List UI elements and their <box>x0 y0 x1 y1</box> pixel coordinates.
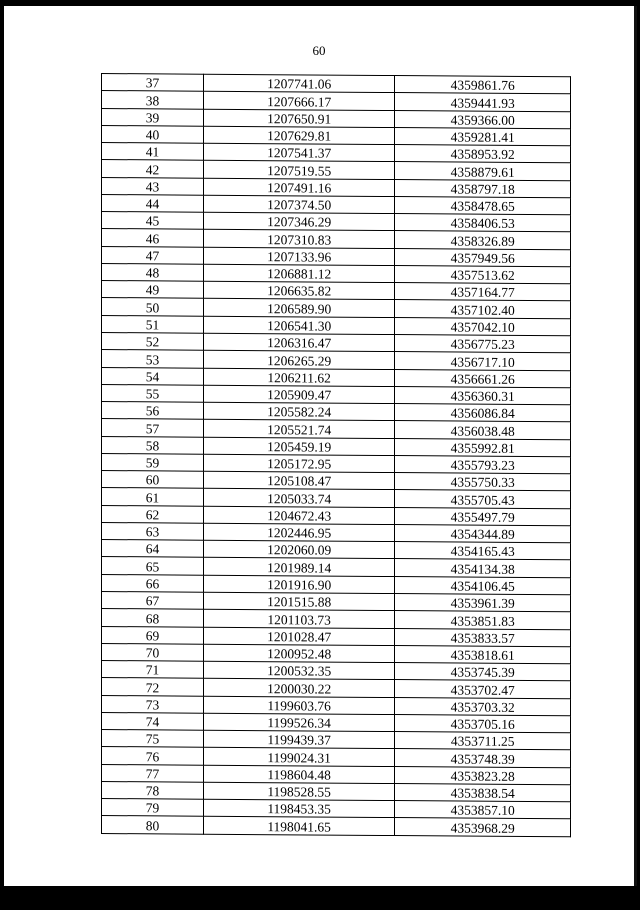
y-coordinate-cell: 4356717.10 <box>395 352 571 370</box>
x-coordinate-cell: 1202446.95 <box>203 523 394 542</box>
point-number-cell: 40 <box>102 125 204 143</box>
y-coordinate-cell: 4357042.10 <box>395 317 571 335</box>
point-number-cell: 41 <box>102 143 204 161</box>
y-coordinate-cell: 4358953.92 <box>395 145 571 163</box>
point-number-cell: 68 <box>102 609 204 627</box>
y-coordinate-cell: 4353702.47 <box>395 680 571 698</box>
point-number-cell: 80 <box>102 816 204 834</box>
y-coordinate-cell: 4358797.18 <box>395 179 571 197</box>
x-coordinate-cell: 1205108.47 <box>203 471 394 490</box>
x-coordinate-cell: 1206265.29 <box>203 350 394 369</box>
y-coordinate-cell: 4357513.62 <box>395 265 571 283</box>
x-coordinate-cell: 1205582.24 <box>203 402 394 421</box>
x-coordinate-cell: 1200952.48 <box>203 644 394 663</box>
x-coordinate-cell: 1200532.35 <box>203 661 394 680</box>
y-coordinate-cell: 4358879.61 <box>395 162 571 180</box>
point-number-cell: 50 <box>102 298 204 316</box>
x-coordinate-cell: 1206589.90 <box>203 299 394 318</box>
point-number-cell: 66 <box>102 574 204 592</box>
point-number-cell: 55 <box>102 384 204 402</box>
x-coordinate-cell: 1199024.31 <box>203 748 394 767</box>
y-coordinate-cell: 4355705.43 <box>395 490 571 508</box>
x-coordinate-cell: 1202060.09 <box>203 540 394 559</box>
x-coordinate-cell: 1199439.37 <box>203 730 394 749</box>
point-number-cell: 67 <box>102 591 204 609</box>
y-coordinate-cell: 4359281.41 <box>395 127 571 145</box>
y-coordinate-cell: 4356086.84 <box>395 404 571 422</box>
y-coordinate-cell: 4353748.39 <box>395 749 571 767</box>
y-coordinate-cell: 4357164.77 <box>395 283 571 301</box>
x-coordinate-cell: 1205909.47 <box>203 385 394 404</box>
y-coordinate-cell: 4359441.93 <box>395 93 571 111</box>
x-coordinate-cell: 1205172.95 <box>203 454 394 473</box>
point-number-cell: 73 <box>102 695 204 713</box>
y-coordinate-cell: 4355750.33 <box>395 473 571 491</box>
point-number-cell: 43 <box>102 177 204 195</box>
point-number-cell: 74 <box>102 712 204 730</box>
page-number: 60 <box>312 43 326 58</box>
x-coordinate-cell: 1207491.16 <box>203 178 394 197</box>
y-coordinate-cell: 4355992.81 <box>395 438 571 456</box>
point-number-cell: 39 <box>102 108 204 126</box>
x-coordinate-cell: 1207133.96 <box>203 247 394 266</box>
point-number-cell: 70 <box>102 643 204 661</box>
point-number-cell: 49 <box>102 281 204 299</box>
y-coordinate-cell: 4353851.83 <box>395 611 571 629</box>
x-coordinate-cell: 1207666.17 <box>203 91 394 110</box>
x-coordinate-cell: 1207541.37 <box>203 143 394 162</box>
point-number-cell: 38 <box>102 91 204 109</box>
y-coordinate-cell: 4353823.28 <box>395 766 571 784</box>
table-body <box>102 74 571 837</box>
x-coordinate-cell: 1198604.48 <box>203 765 394 784</box>
point-number-cell: 65 <box>102 557 204 575</box>
point-number-cell: 56 <box>102 402 204 420</box>
x-coordinate-cell: 1207650.91 <box>203 109 394 128</box>
x-coordinate-cell: 1207310.83 <box>203 230 394 249</box>
y-coordinate-cell: 4355793.23 <box>395 455 571 473</box>
x-coordinate-cell: 1207519.55 <box>203 161 394 180</box>
point-number-cell: 58 <box>102 436 204 454</box>
x-coordinate-cell: 1201103.73 <box>203 609 394 628</box>
x-coordinate-cell: 1206211.62 <box>203 368 394 387</box>
point-number-cell: 42 <box>102 160 204 178</box>
point-number-cell: 51 <box>102 315 204 333</box>
y-coordinate-cell: 4354165.43 <box>395 542 571 560</box>
y-coordinate-cell: 4353705.16 <box>395 714 571 732</box>
x-coordinate-cell: 1205459.19 <box>203 437 394 456</box>
y-coordinate-cell: 4358326.89 <box>395 231 571 249</box>
x-coordinate-cell: 1207741.06 <box>203 74 394 93</box>
x-coordinate-cell: 1206881.12 <box>203 264 394 283</box>
x-coordinate-cell: 1199526.34 <box>203 713 394 732</box>
x-coordinate-cell: 1201028.47 <box>203 627 394 646</box>
y-coordinate-cell: 4359366.00 <box>395 110 571 128</box>
point-number-cell: 45 <box>102 212 204 230</box>
x-coordinate-cell: 1204672.43 <box>203 506 394 525</box>
x-coordinate-cell: 1198453.35 <box>203 799 394 818</box>
y-coordinate-cell: 4354134.38 <box>395 559 571 577</box>
point-number-cell: 44 <box>102 194 204 212</box>
x-coordinate-cell: 1200030.22 <box>203 679 394 698</box>
x-coordinate-cell: 1201916.90 <box>203 575 394 594</box>
point-number-cell: 37 <box>102 74 204 92</box>
x-coordinate-cell: 1199603.76 <box>203 696 394 715</box>
y-coordinate-cell: 4357949.56 <box>395 248 571 266</box>
point-number-cell: 60 <box>102 471 204 489</box>
point-number-cell: 57 <box>102 419 204 437</box>
y-coordinate-cell: 4354106.45 <box>395 576 571 594</box>
y-coordinate-cell: 4356775.23 <box>395 335 571 353</box>
x-coordinate-cell: 1205521.74 <box>203 420 394 439</box>
x-coordinate-cell: 1206541.30 <box>203 316 394 335</box>
x-coordinate-cell: 1201989.14 <box>203 558 394 577</box>
y-coordinate-cell: 4353857.10 <box>395 801 571 819</box>
y-coordinate-cell: 4353838.54 <box>395 783 571 801</box>
point-number-cell: 78 <box>102 781 204 799</box>
point-number-cell: 59 <box>102 453 204 471</box>
y-coordinate-cell: 4353961.39 <box>395 594 571 612</box>
point-number-cell: 71 <box>102 661 204 679</box>
y-coordinate-cell: 4356360.31 <box>395 386 571 404</box>
point-number-cell: 46 <box>102 229 204 247</box>
point-number-cell: 53 <box>102 350 204 368</box>
y-coordinate-cell: 4353968.29 <box>395 818 571 836</box>
y-coordinate-cell: 4353833.57 <box>395 628 571 646</box>
x-coordinate-cell: 1207629.81 <box>203 126 394 145</box>
x-coordinate-cell: 1198528.55 <box>203 782 394 801</box>
x-coordinate-cell: 1206316.47 <box>203 333 394 352</box>
table-row <box>102 816 571 837</box>
point-number-cell: 69 <box>102 626 204 644</box>
y-coordinate-cell: 4354344.89 <box>395 524 571 542</box>
point-number-cell: 47 <box>102 246 204 264</box>
y-coordinate-cell: 4353711.25 <box>395 732 571 750</box>
point-number-cell: 64 <box>102 540 204 558</box>
x-coordinate-cell: 1207374.50 <box>203 195 394 214</box>
y-coordinate-cell: 4359861.76 <box>395 76 571 94</box>
y-coordinate-cell: 4356038.48 <box>395 421 571 439</box>
point-number-cell: 52 <box>102 332 204 350</box>
point-number-cell: 72 <box>102 678 204 696</box>
document-page <box>4 6 637 886</box>
point-number-cell: 75 <box>102 730 204 748</box>
coordinates-table <box>101 73 571 837</box>
x-coordinate-cell: 1205033.74 <box>203 489 394 508</box>
x-coordinate-cell: 1201515.88 <box>203 592 394 611</box>
y-coordinate-cell: 4357102.40 <box>395 300 571 318</box>
x-coordinate-cell: 1207346.29 <box>203 212 394 231</box>
point-number-cell: 62 <box>102 505 204 523</box>
y-coordinate-cell: 4355497.79 <box>395 507 571 525</box>
x-coordinate-cell: 1198041.65 <box>203 817 394 836</box>
point-number-cell: 79 <box>102 799 204 817</box>
point-number-cell: 61 <box>102 488 204 506</box>
y-coordinate-cell: 4353818.61 <box>395 645 571 663</box>
x-coordinate-cell: 1206635.82 <box>203 281 394 300</box>
y-coordinate-cell: 4356661.26 <box>395 369 571 387</box>
y-coordinate-cell: 4358406.53 <box>395 214 571 232</box>
y-coordinate-cell: 4353745.39 <box>395 663 571 681</box>
y-coordinate-cell: 4353703.32 <box>395 697 571 715</box>
y-coordinate-cell: 4358478.65 <box>395 196 571 214</box>
point-number-cell: 54 <box>102 367 204 385</box>
point-number-cell: 77 <box>102 764 204 782</box>
point-number-cell: 63 <box>102 522 204 540</box>
point-number-cell: 48 <box>102 263 204 281</box>
point-number-cell: 76 <box>102 747 204 765</box>
